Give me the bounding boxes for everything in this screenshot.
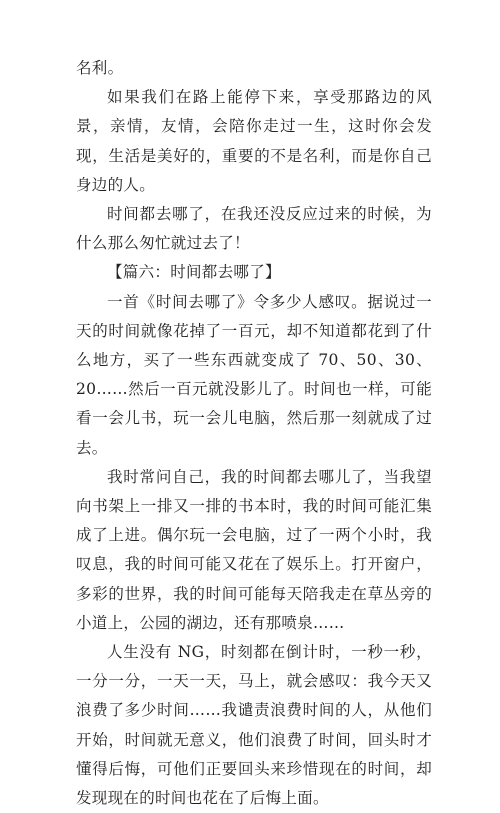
paragraph-self-question: 我时常问自己，我的时间都去哪儿了，当我望向书架上一排又一排的书本时，我的时间可能汇集成了上进。偶尔玩一会电脑，过了一两个小时，我叹息，我的时间可能又花在了娱乐上。打开窗户，多彩的世界，我的时间可能每天陪我走在草丛旁的小道上，公园的湖边，还有那喷泉……	[76, 467, 432, 632]
paragraph-no-ng: 人生没有 NG，时刻都在倒计时，一秒一秒，一分一分，一天一天，马上，就会感叹：我今天又浪费了多少时间……我谴责浪费时间的人，从他们开始，时间就无意义，他们浪费了时间，回头时才懂得后悔，可他们正要回头来珍惜现在的时间，却发现现在的时间也花在了后悔上面。	[76, 643, 432, 808]
paragraph-time-passing: 时间都去哪了，在我还没反应过来的时候，为什么那么匆忙就过去了！	[76, 205, 432, 253]
document-page	[76, 54, 432, 813]
paragraph-continuation: 名利。	[76, 59, 124, 77]
paragraph-song: 一首《时间去哪了》令多少人感叹。据说过一天的时间就像花掉了一百元，却不知道都花到了什么地方，买了一些东西就变成了 70、50、30、20……然后一百元就没影儿了。时间也一样，可能看一会儿书，玩一会儿电脑，然后那一刻就成了过去。	[76, 292, 432, 457]
section-heading: 【篇六：时间都去哪了】	[107, 263, 281, 282]
paragraph-scenery: 如果我们在路上能停下来，享受那路边的风景，亲情，友情，会陪你走过一生，这时你会发现，生活是美好的，重要的不是名利，而是你自己身边的人。	[76, 88, 432, 194]
